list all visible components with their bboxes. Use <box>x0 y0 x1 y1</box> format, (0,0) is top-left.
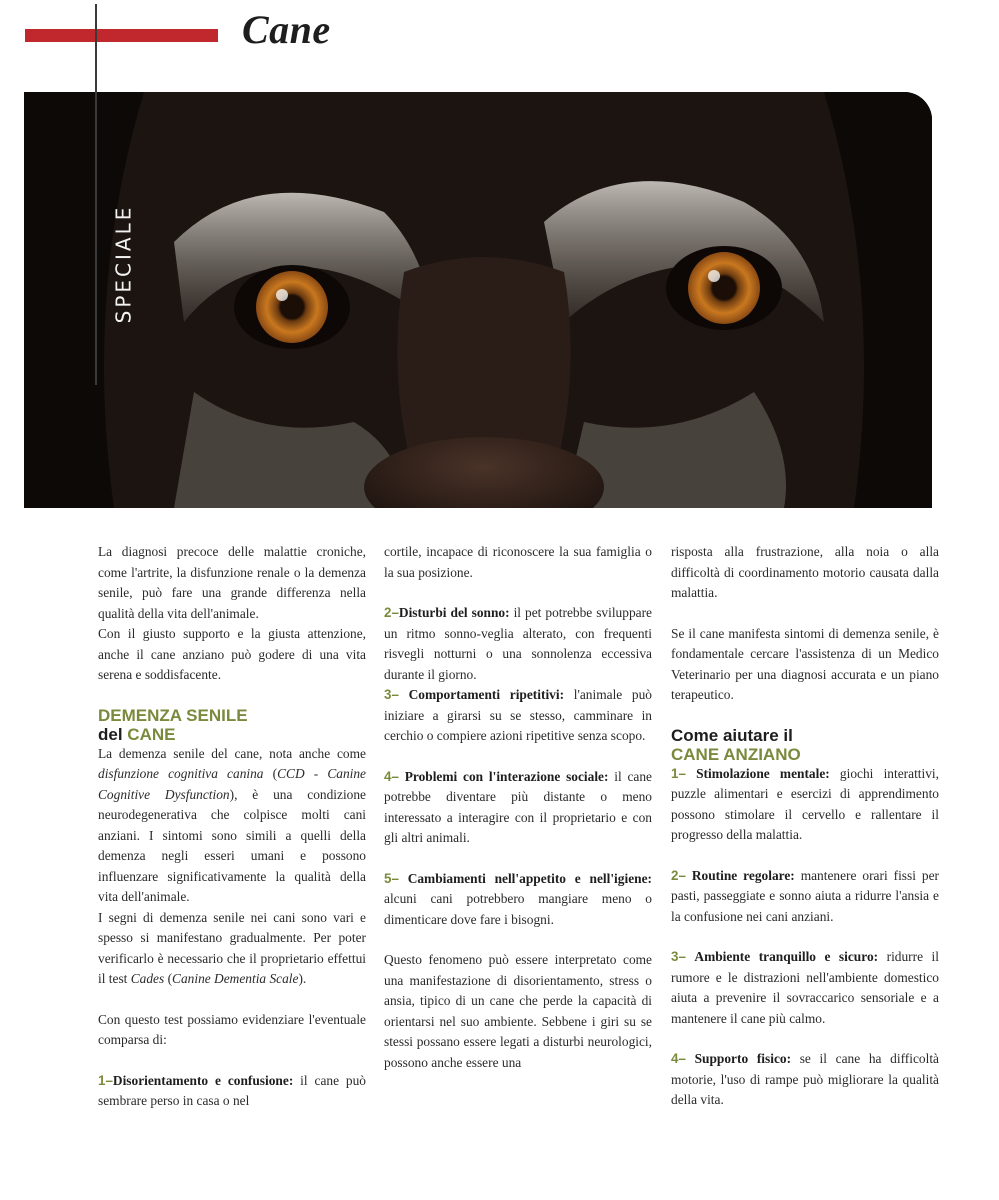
section-heading-demenza <box>98 706 366 744</box>
help-item-1: 1– Stimolazione mentale: giochi interattivi, puzzle alimentari e esercizi di apprendimento possono stimolare il cervello e rallentare il progresso della malattia. <box>671 765 939 842</box>
help-item-4: 4– Supporto fisico: se il cane ha difficoltà motorie, l'uso di rampe può migliorare la qualità della vita. <box>671 1051 939 1107</box>
demenza-paragraph-2: I segni di demenza senile nei cani sono vari e spesso si manifestano gradualmente. Per poter verificarlo è necessario che il proprietario effettui il test Cades (Canine Dementia Scale). <box>98 909 366 986</box>
section-heading-green: DEMENZA SENILE <box>98 705 248 725</box>
section-heading-dark: Come aiutare il <box>671 725 793 745</box>
header-divider-line <box>95 4 97 385</box>
section-heading-green: CANE ANZIANO <box>671 744 801 764</box>
symptom-item-3: 3– Comportamenti ripetitivi: l'animale può iniziare a girarsi su se stesso, camminare in cerchio o compiere azioni ripetitive senza scopo. <box>384 687 652 743</box>
symptom-item-1: 1–Disorientamento e confusione: il cane può sembrare perso in casa o nel <box>98 1072 366 1108</box>
section-heading-aiutare <box>671 726 939 764</box>
help-item-2: 2– Routine regolare: mantenere orari fissi per pasti, passeggiate e sonno aiuta a ridurre l'ansia e la confusione nei cani anziani. <box>671 867 939 924</box>
section-heading-dark: del <box>98 724 128 744</box>
help-item-3: 3– Ambiente tranquillo e sicuro: ridurre il rumore e le distrazioni nell'ambiente domestico aiuta a prevenire il sovraccarico sensoriale e a mantenere il cane più calmo. <box>671 949 939 1026</box>
vet-paragraph: Se il cane manifesta sintomi di demenza senile, è fondamentale cercare l'assistenza di un Medico Veterinario per una diagnosi accurata e un piano terapeutico. <box>671 625 939 702</box>
symptom-item-4: 4– Problemi con l'interazione sociale: il cane potrebbe diventare più distante o meno interessato a interagire con il proprietario e con gli altri animali. <box>384 768 652 845</box>
behaviour-paragraph: Questo fenomeno può essere interpretato come una manifestazione di disorientamento, stress o ansia, tipico di un cane che perde la capacità di orientarsi nel suo ambiente. Sebbene i giri su se stessi possano essere legati a disturbi neurologici, possono anche essere una <box>384 952 652 1070</box>
symptom-item-2: 2–Disturbi del sonno: il pet potrebbe sviluppare un ritmo sonno-veglia alterato, con frequenti risvegli notturni o una sonnolenza eccessiva durante il giorno. <box>384 605 652 682</box>
dog-face-illustration <box>24 92 932 508</box>
behaviour-paragraph-continued: risposta alla frustrazione, alla noia o alla difficoltà di coordinamento motorio causata dalla malattia. <box>671 544 939 600</box>
article-column-1 <box>98 542 366 1132</box>
symptom-item-5: 5– Cambiamenti nell'appetito e nell'igiene: alcuni cani potrebbero mangiare meno o dimenticare dove fare i bisogni. <box>384 870 652 927</box>
section-heading-green-2: CANE <box>127 724 176 744</box>
dog-eyes-photo <box>24 92 932 508</box>
intro-paragraph-1: La diagnosi precoce delle malattie croniche, come l'artrite, la disfunzione renale o la demenza senile, può fare una grande differenza nella qualità della vita dell'animale. <box>98 544 366 621</box>
page-title: Cane <box>242 7 331 52</box>
header-accent-bar <box>25 29 218 42</box>
section-side-label: SPECIALE <box>111 204 136 324</box>
article-column-2 <box>384 542 652 1093</box>
demenza-paragraph-1: La demenza senile del cane, nota anche come disfunzione cognitiva canina (CCD - Canine Cognitive Dysfunction), è una condizione neurodegenerativa che colpisce molti cani anziani. I sintomi sono simili a quelli della demenza negli esseri umani e possono influenzare significativamente la qualità della vita dell'animale. <box>98 745 366 904</box>
intro-paragraph-2: Con il giusto supporto e la giusta attenzione, anche il cane anziano può godere di una vita serena e soddisfacente. <box>98 626 366 682</box>
symptom-item-1-continued: cortile, incapace di riconoscere la sua famiglia o la sua posizione. <box>384 544 652 580</box>
demenza-paragraph-3: Con questo test possiamo evidenziare l'eventuale comparsa di: <box>98 1011 366 1047</box>
article-column-3 <box>671 542 939 1131</box>
